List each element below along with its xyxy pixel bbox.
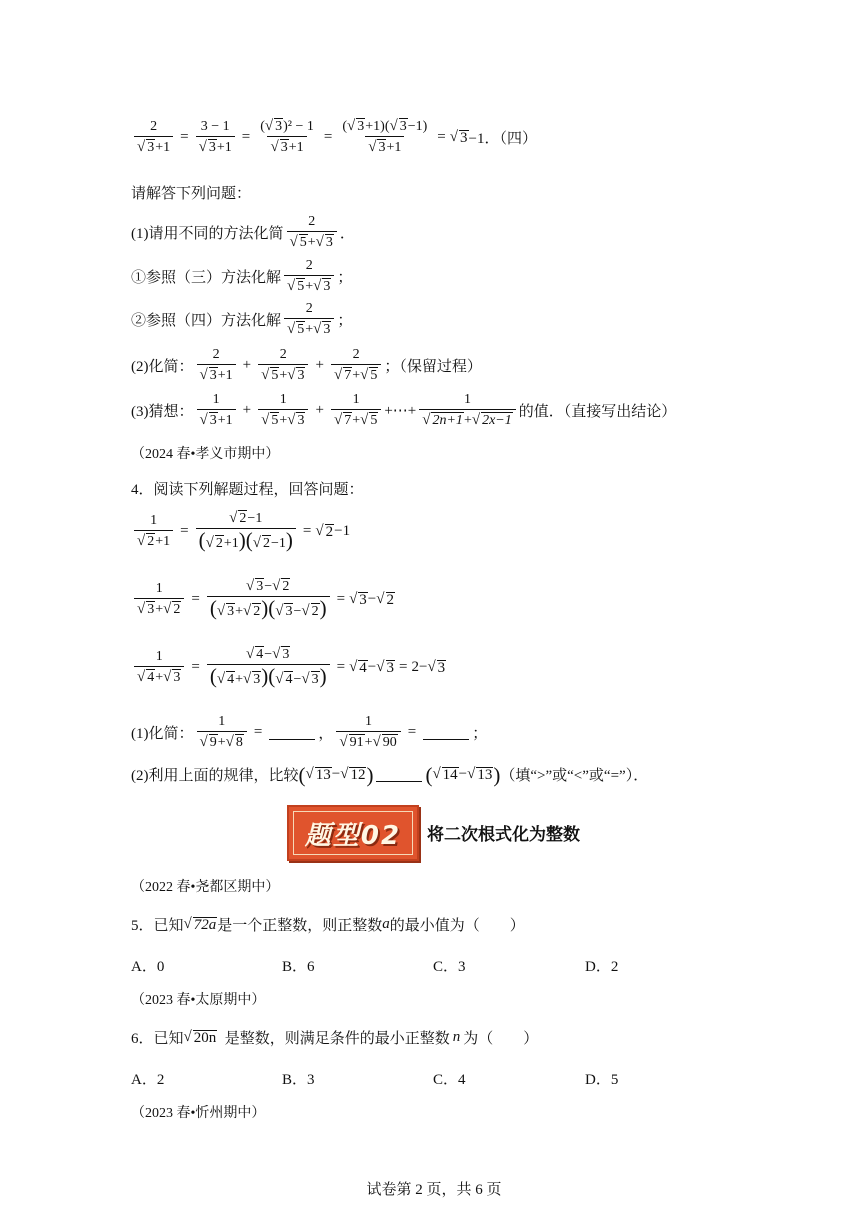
- source-note: （2022 春•尧都区期中）: [131, 880, 280, 895]
- fraction: $\frac{2}{√ 5+√ 3}$: [284, 300, 334, 339]
- question-1: (1)请用不同的方法化简 $\frac{2}{√ 5+√ 3}$ ．: [131, 214, 355, 250]
- problem-4-q2: (2)利用上面的规律，比较 ( √ 13 − √ 12 ) ( √ 14 − √ 13 ) （填“>”或“<”或“=”）．: [131, 762, 649, 787]
- fraction: $\frac{2}{√ 3+1}$: [134, 118, 173, 157]
- question-3: (3)猜想： $\frac{1}{√ 3+1}$ + $\frac{1}{√ 5+√ 3}$ + $\frac{1}{√ 7+√ 5}$ +⋯+ $\frac{1}{√ 2n+1+√ 2x-1}$ 的值．（直接写出结论）: [131, 392, 677, 428]
- option-c[interactable]: C．3: [433, 959, 466, 975]
- section-banner-tag: 题型02: [293, 811, 413, 855]
- source-note: （2024 春•孝义市期中）: [131, 447, 280, 462]
- fraction: $\frac{2}{√ 5+√ 3}$: [284, 257, 334, 296]
- answer-blank[interactable]: [269, 725, 315, 740]
- question-6-options: [131, 1068, 751, 1088]
- intro-text: 请解答下列问题：: [131, 186, 252, 202]
- answer-blank[interactable]: [376, 767, 422, 782]
- method-four-equation: $\frac{2}{√ 3+1}$ = $\frac{3 - 1}{√ 3+1}$ = $\frac{\text{(√ 3)² − 1}}{√ 3+1}$ = $\frac{(√ 3+1)(√ 3-1)}{√ 3+1}$ = √ 3 −1．（四）: [131, 118, 537, 157]
- option-a[interactable]: A．2: [131, 1072, 165, 1088]
- source-note: （2023 春•太原期中）: [131, 993, 266, 1008]
- option-d[interactable]: D．5: [585, 1072, 619, 1088]
- answer-blank[interactable]: [423, 725, 469, 740]
- rationalize-row-2: $\frac{1}{√ 3+√ 2}$ = $\frac{√ 3-√ 2}{(√ 3+√ 2)(√ 3-√ 2)}$ = √ 3 − √ 2: [131, 578, 395, 621]
- page-footer: 试卷第 2 页，共 6 页: [366, 1182, 502, 1198]
- problem-4-q1: (1)化简： $\frac{1}{√ 9+√ 8}$ = ， $\frac{1}{√ 91+√ 90}$ = ；: [131, 714, 488, 750]
- rationalize-row-3: $\frac{1}{√ 4+√ 3}$ = $\frac{√ 4-√ 3}{(√ 4+√ 3)(√ 4-√ 3)}$ = √ 4 − √ 3 = 2 − √ 3: [131, 646, 446, 689]
- source-note: （2023 春•忻州期中）: [131, 1106, 266, 1121]
- option-c[interactable]: C．4: [433, 1072, 466, 1088]
- question-1a: ①参照（三）方法化解 $\frac{2}{√ 5+√ 3}$ ；: [131, 258, 353, 294]
- fraction: $\frac{2}{√ 5+√ 3}$: [287, 213, 337, 252]
- option-b[interactable]: B．6: [282, 959, 315, 975]
- question-6: 6．已知 √ 20n 是整数，则满足条件的最小正整数 n 为（ ）: [131, 1029, 539, 1047]
- fraction: $\frac{\text{(√ 3)² − 1}}{√ 3+1}$: [260, 118, 314, 155]
- fraction: $\frac{3 - 1}{√ 3+1}$: [196, 118, 235, 157]
- rationalize-row-1: $\frac{1}{√ 2+1}$ = $\frac{√ 2-1}{(√ 2+1)(√ 2-1)}$ = √ 2 − 1: [131, 510, 350, 553]
- fraction: $\frac{(√ 3+1)(√ 3-1)}{√ 3+1}$: [342, 118, 428, 155]
- option-d[interactable]: D．2: [585, 959, 619, 975]
- question-5-options: [131, 955, 751, 975]
- question-5: 5．已知 √ 72a 是一个正整数，则正整数 a 的最小值为（ ）: [131, 916, 525, 934]
- option-a[interactable]: A．0: [131, 959, 165, 975]
- section-title: 将二次根式化为整数: [427, 825, 580, 845]
- question-1b: ②参照（四）方法化解 $\frac{2}{√ 5+√ 3}$ ；: [131, 301, 353, 337]
- option-b[interactable]: B．3: [282, 1072, 315, 1088]
- problem-4-title: 4．阅读下列解题过程，回答问题：: [131, 482, 364, 498]
- question-2: (2)化简： $\frac{2}{√ 3+1}$ + $\frac{2}{√ 5+√ 3}$ + $\frac{2}{√ 7+√ 5}$ ；（保留过程）: [131, 347, 482, 383]
- section-banner: [287, 805, 419, 861]
